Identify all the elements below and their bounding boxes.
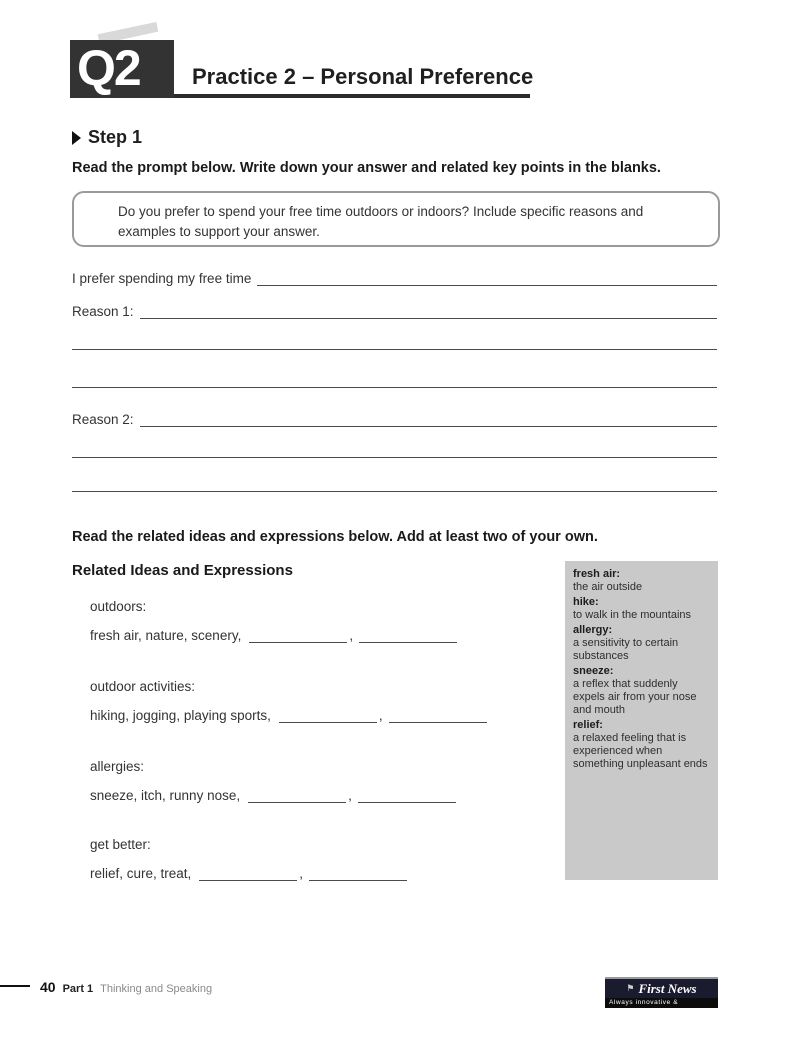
blank-line	[358, 787, 456, 803]
publisher-tagline: Always innovative & informative	[605, 998, 718, 1008]
footer	[40, 979, 212, 995]
question-badge: Q2	[70, 40, 174, 98]
group-label: outdoor activities:	[90, 679, 196, 694]
answer-lead-label: I prefer spending my free time	[72, 271, 252, 286]
vocab-term: hike:	[573, 596, 599, 608]
comma-separator: ,	[349, 628, 354, 643]
footer-section-label: Thinking and Speaking	[100, 983, 213, 995]
blank-line	[309, 865, 407, 881]
step-arrow-icon	[72, 131, 81, 145]
blank-line	[72, 387, 717, 388]
answer-lead-row	[72, 268, 717, 286]
footer-part-label: Part 1	[62, 983, 94, 995]
blank-line	[72, 349, 717, 350]
step1-label: Step 1	[88, 127, 143, 147]
page-number: 40	[40, 979, 56, 995]
group-items-row	[90, 625, 457, 643]
vocab-entry	[573, 624, 710, 663]
group-items-row	[90, 705, 487, 723]
flag-icon: ⚑	[626, 983, 635, 993]
group-items-text: relief, cure, treat,	[90, 866, 192, 881]
vocab-entry	[573, 665, 710, 717]
blank-line	[249, 627, 347, 643]
vocab-term: sneeze:	[573, 665, 614, 677]
group-items-text: hiking, jogging, playing sports,	[90, 708, 271, 723]
vocab-term: allergy:	[573, 624, 613, 636]
vocab-definition: a reflex that suddenly expels air from your nose and mouth	[573, 678, 697, 716]
group-label: get better:	[90, 837, 151, 852]
group-label: outdoors:	[90, 599, 147, 614]
vocab-term: fresh air:	[573, 568, 621, 580]
related-instruction: Read the related ideas and expressions below. Add at least two of your own.	[72, 529, 598, 545]
step1-heading	[72, 127, 142, 148]
group-items-text: fresh air, nature, scenery,	[90, 628, 242, 643]
reason1-label: Reason 1:	[72, 304, 134, 319]
prompt-text: Do you prefer to spend your free time outdoors or indoors? Include specific reasons and examples to support your answer.	[118, 204, 644, 239]
vocab-definition: a relaxed feeling that is experienced when something unpleasant ends	[573, 732, 708, 770]
blank-line	[140, 303, 717, 319]
vocab-entry	[573, 719, 710, 771]
publisher-logo	[605, 977, 718, 1016]
blank-line	[279, 707, 377, 723]
blank-line	[199, 865, 297, 881]
related-heading: Related Ideas and Expressions	[72, 562, 293, 579]
blank-line	[140, 411, 717, 427]
vocab-entry	[573, 596, 710, 622]
reason2-label: Reason 2:	[72, 412, 134, 427]
group-items-text: sneeze, itch, runny nose,	[90, 788, 241, 803]
vocab-definition: to walk in the mountains	[573, 609, 692, 621]
blank-line	[72, 457, 717, 458]
header-underline	[174, 94, 530, 98]
reason1-row	[72, 301, 717, 319]
blank-line	[389, 707, 487, 723]
vocab-definition: the air outside	[573, 581, 643, 593]
vocab-definition: a sensitivity to certain substances	[573, 637, 679, 662]
prompt-box	[72, 191, 720, 247]
group-items-row	[90, 863, 407, 881]
group-items-row	[90, 785, 456, 803]
footer-rule	[0, 985, 30, 987]
publisher-logo-banner	[605, 977, 718, 998]
step1-instruction: Read the prompt below. Write down your answer and related key points in the blanks.	[72, 160, 661, 176]
blank-line	[72, 491, 717, 492]
comma-separator: ,	[378, 708, 383, 723]
comma-separator: ,	[299, 866, 304, 881]
publisher-name: First News	[638, 980, 697, 996]
reason2-row	[72, 409, 717, 427]
blank-line	[257, 270, 717, 286]
blank-line	[248, 787, 346, 803]
vocab-entry	[573, 568, 710, 594]
group-label: allergies:	[90, 759, 145, 774]
vocab-term: relief:	[573, 719, 603, 731]
blank-line	[359, 627, 457, 643]
vocab-sidebar	[565, 561, 718, 880]
comma-separator: ,	[348, 788, 352, 803]
page-title: Practice 2 – Personal Preference	[192, 64, 534, 89]
